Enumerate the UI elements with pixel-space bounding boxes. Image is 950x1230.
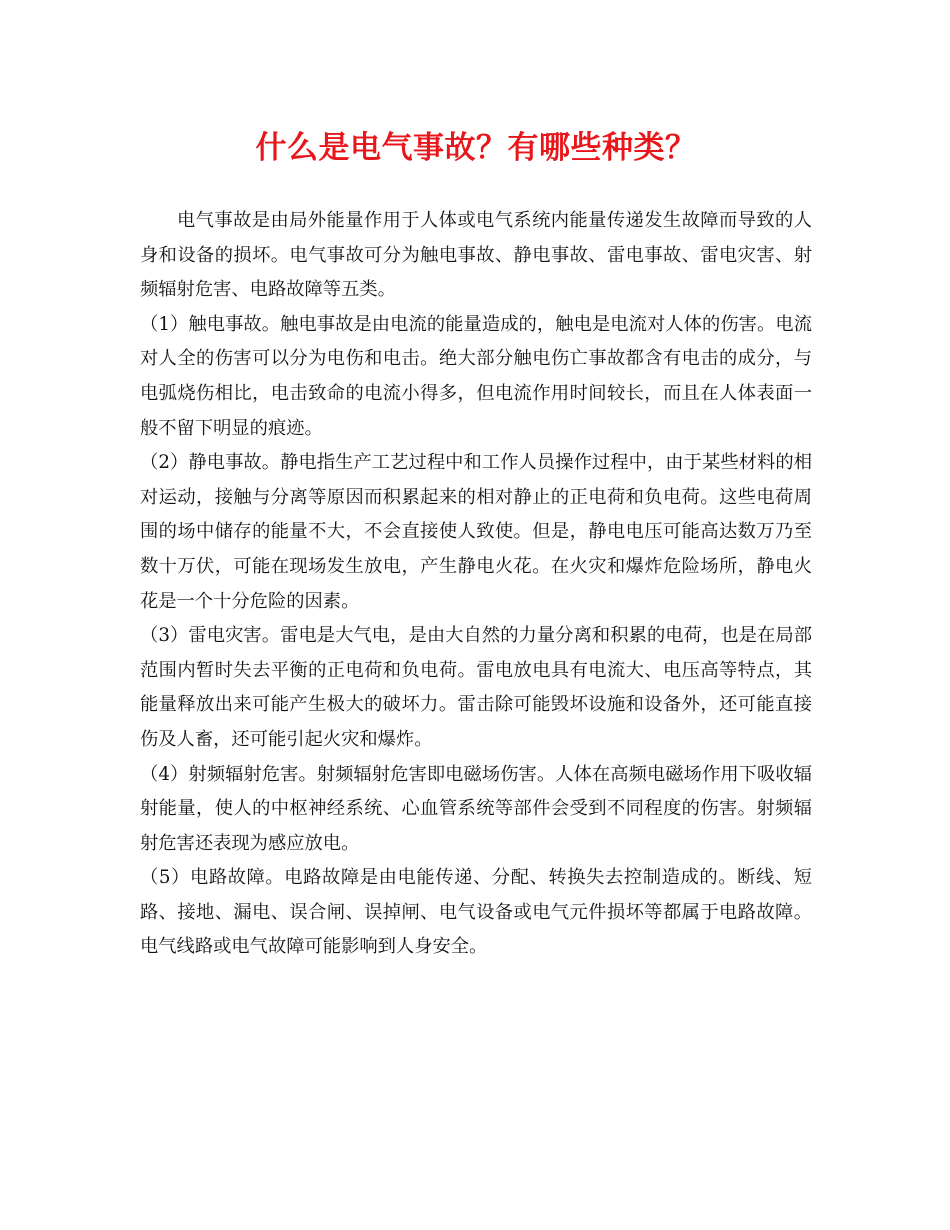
section-radio-frequency-radiation: （4）射频辐射危害。射频辐射危害即电磁场伤害。人体在高频电磁场作用下吸收辐射能量，使人的中枢神经系统、心血管系统等部件会受到不同程度的伤害。射频辐射危害还表现为感应放电。	[140, 763, 812, 854]
document-title: 什么是电气事故？有哪些种类？	[255, 130, 697, 166]
intro-paragraph: 电气事故是由局外能量作用于人体或电气系统内能量传递发生故障而导致的人身和设备的损坏。电气事故可分为触电事故、静电事故、雷电事故、雷电灾害、射频辐射危害、电路故障等五类。	[140, 210, 812, 301]
section-electric-shock: （1）触电事故。触电事故是由电流的能量造成的，触电是电流对人体的伤害。电流对人全的伤害可以分为电伤和电击。绝大部分触电伤亡事故都含有电击的成分，与电弧烧伤相比，电击致命的电流小得多，但电流作用时间较长，而且在人体表面一般不留下明显的痕迹。	[140, 313, 812, 439]
section-static-electricity: （2）静电事故。静电指生产工艺过程中和工作人员操作过程中，由于某些材料的相对运动，接触与分离等原因而积累起来的相对静止的正电荷和负电荷。这些电荷周围的场中储存的能量不大，不会直接使人致使。但是，静电电压可能高达数万乃至数十万伏，可能在现场发生放电，产生静电火花。在火灾和爆炸危险场所，静电火花是一个十分危险的因素。	[140, 452, 812, 612]
section-lightning-disaster: （3）雷电灾害。雷电是大气电，是由大自然的力量分离和积累的电荷，也是在局部范围内暂时失去平衡的正电荷和负电荷。雷电放电具有电流大、电压高等特点，其能量释放出来可能产生极大的破坏力。雷击除可能毁坏设施和设备外，还可能直接伤及人畜，还可能引起火灾和爆炸。	[140, 625, 812, 750]
section-circuit-fault: （5）电路故障。电路故障是由电能传递、分配、转换失去控制造成的。断线、短路、接地、漏电、误合闸、误掉闸、电气设备或电气元件损坏等都属于电路故障。电气线路或电气故障可能影响到人身安全。	[140, 867, 812, 958]
